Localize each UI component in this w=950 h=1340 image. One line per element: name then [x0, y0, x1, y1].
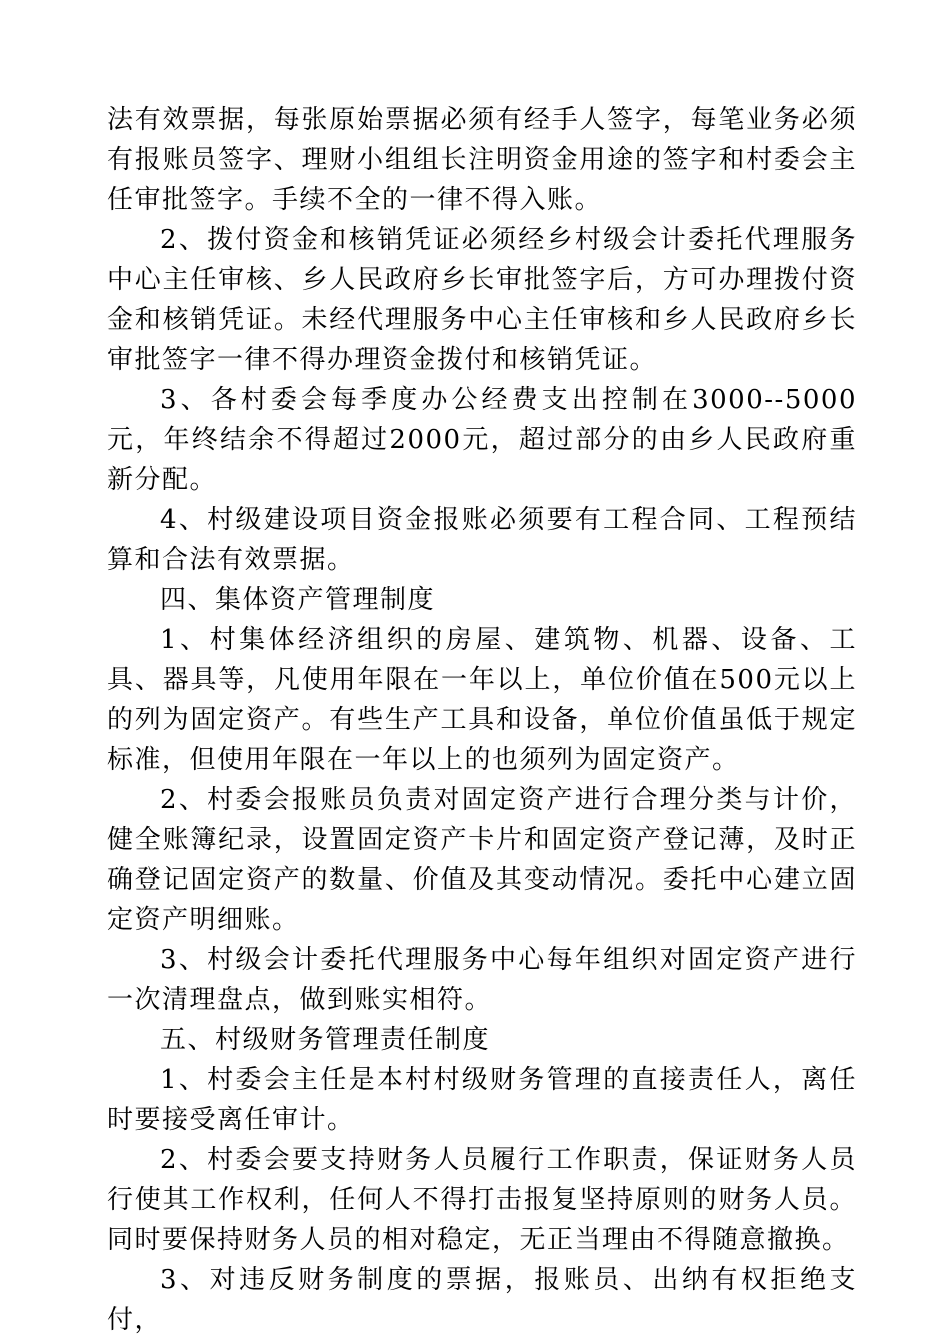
paragraph-fund-disbursement: 2、拨付资金和核销凭证必须经乡村级会计委托代理服务中心主任审核、乡人民政府乡长审批签字后，方可办理拨付资金和核销凭证。未经代理服务中心主任审核和乡人民政府乡长审批签字一律不得办理资金拨付和核销凭证。 [107, 225, 857, 375]
paragraph-construction-funds: 4、村级建设项目资金报账必须要有工程合同、工程预结算和合法有效票据。 [107, 505, 857, 575]
paragraph-refuse-payment: 3、对违反财务制度的票据，报账员、出纳有权拒绝支付， [107, 1265, 857, 1335]
section-heading-responsibility: 五、村级财务管理责任制度 [160, 1025, 491, 1055]
document-page [107, 100, 857, 1340]
paragraph-director-responsibility: 1、村委会主任是本村村级财务管理的直接责任人，离任时要接受离任审计。 [107, 1065, 857, 1135]
section-heading-collective-assets: 四、集体资产管理制度 [160, 585, 436, 615]
paragraph-continuation: 法有效票据，每张原始票据必须有经手人签字，每笔业务必须有报账员签字、理财小组组长注明资金用途的签字和村委会主任审批签字。手续不全的一律不得入账。 [107, 105, 857, 215]
paragraph-asset-inventory: 3、村级会计委托代理服务中心每年组织对固定资产进行一次清理盘点，做到账实相符。 [107, 945, 857, 1015]
paragraph-fixed-assets-definition: 1、村集体经济组织的房屋、建筑物、机器、设备、工具、器具等，凡使用年限在一年以上，单位价值在500元以上的列为固定资产。有些生产工具和设备，单位价值虽低于规定标准，但使用年限在一年以上的也须列为固定资产。 [107, 625, 857, 775]
paragraph-fixed-assets-records: 2、村委会报账员负责对固定资产进行合理分类与计价，健全账簿纪录，设置固定资产卡片和固定资产登记薄，及时正确登记固定资产的数量、价值及其变动情况。委托中心建立固定资产明细账。 [107, 785, 857, 935]
paragraph-office-expenses: 3、各村委会每季度办公经费支出控制在3000--5000元，年终结余不得超过2000元，超过部分的由乡人民政府重新分配。 [107, 385, 857, 495]
paragraph-support-finance-staff: 2、村委会要支持财务人员履行工作职责，保证财务人员行使其工作权利，任何人不得打击报复坚持原则的财务人员。同时要保持财务人员的相对稳定，无正当理由不得随意撤换。 [107, 1145, 857, 1255]
